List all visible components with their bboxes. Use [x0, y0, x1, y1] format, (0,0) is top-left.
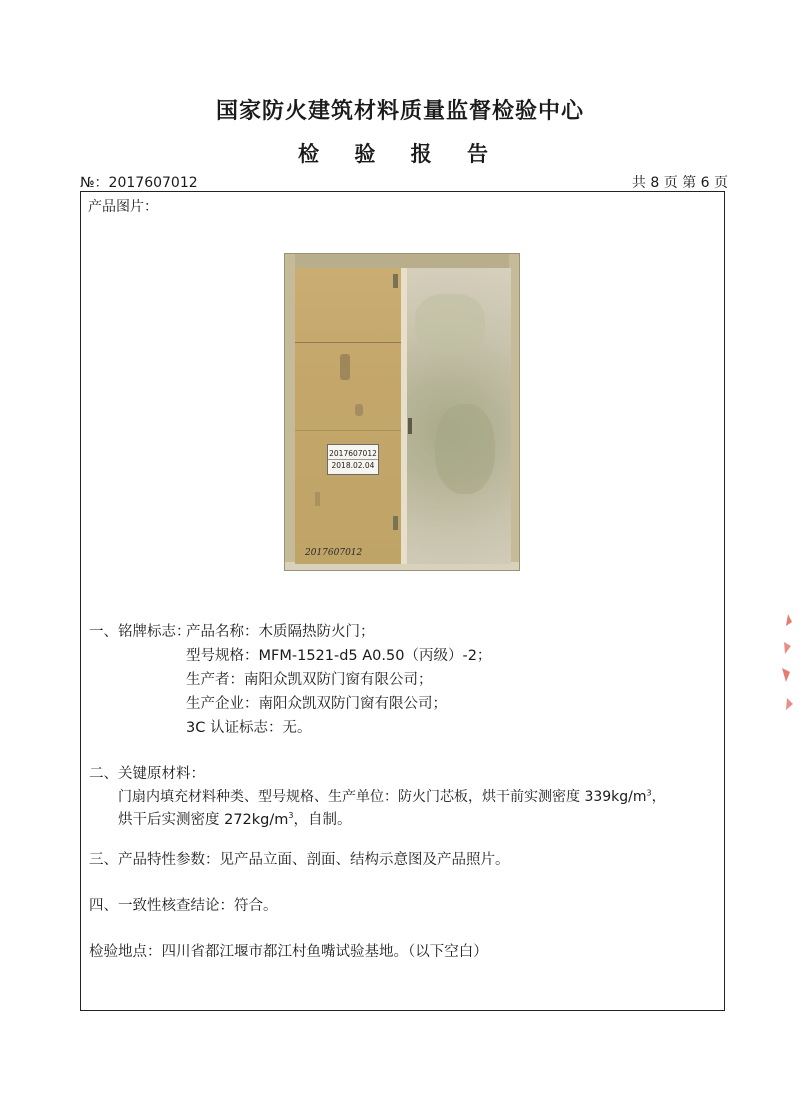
product-photo	[284, 253, 520, 571]
section1-product-name: 产品名称：木质隔热防火门；	[186, 624, 375, 640]
door-stain	[355, 404, 363, 416]
section2-line1-text: 门扇内填充材料种类、型号规格、生产单位：防火门芯板，烘干前实测密度 339kg/m	[118, 789, 647, 805]
door-stain	[415, 294, 485, 354]
section4-text: 四、一致性核查结论：符合。	[89, 898, 278, 914]
door-stain	[315, 492, 320, 506]
section1-heading: 一、铭牌标志：	[89, 624, 191, 640]
door-panel-seam	[295, 430, 401, 431]
report-title: 检 验 报 告	[298, 142, 502, 166]
page-info: 共 8 页 第 6 页	[631, 175, 728, 191]
test-location: 检验地点：四川省都江堰市都江村鱼嘴试验基地。（以下空白）	[89, 944, 488, 960]
door-panel-seam	[295, 342, 401, 343]
product-image-label: 产品图片：	[88, 199, 158, 215]
door-frame-top	[285, 254, 520, 268]
section1-producer: 生产者：南阳众凯双防门窗有限公司；	[186, 672, 433, 688]
section2-line2-end: ，自制。	[293, 812, 352, 828]
section1-enterprise: 生产企业：南阳众凯双防门窗有限公司；	[186, 696, 447, 712]
door-hinge	[393, 274, 398, 288]
section2-line2-sup: 3	[288, 811, 294, 821]
sticker-sample-number: 2017607012	[329, 449, 377, 458]
door-handwritten-mark: 2017607012	[305, 548, 363, 558]
door-stain	[435, 404, 495, 494]
organization-title: 国家防火建筑材料质量监督检验中心	[215, 99, 584, 124]
door-leaf-left	[295, 268, 402, 564]
section2-line1	[118, 786, 666, 806]
section1-cert: 3C 认证标志：无。	[186, 720, 312, 736]
section2-line1-end: ，	[651, 789, 666, 805]
section1-model: 型号规格：MFM-1521-d5 A0.50（丙级）-2；	[186, 648, 492, 664]
door-handle	[408, 418, 412, 434]
section2-line1-sup: 3	[646, 788, 652, 798]
stamp-edge-mark	[776, 612, 796, 732]
door-hinge	[393, 516, 398, 530]
report-meta-row	[80, 172, 728, 192]
sample-sticker	[327, 444, 379, 475]
section2-heading: 二、关键原材料：	[89, 766, 205, 782]
section2-line2	[118, 808, 352, 829]
section2-line2-text: 烘干后实测密度 272kg/m	[118, 812, 289, 828]
door-stain	[340, 354, 350, 380]
door-frame-left	[285, 254, 295, 571]
sticker-date: 2018.02.04	[328, 459, 378, 471]
section3-text: 三、产品特性参数：见产品立面、剖面、结构示意图及产品照片。	[89, 852, 510, 868]
report-number: №：2017607012	[80, 175, 198, 191]
